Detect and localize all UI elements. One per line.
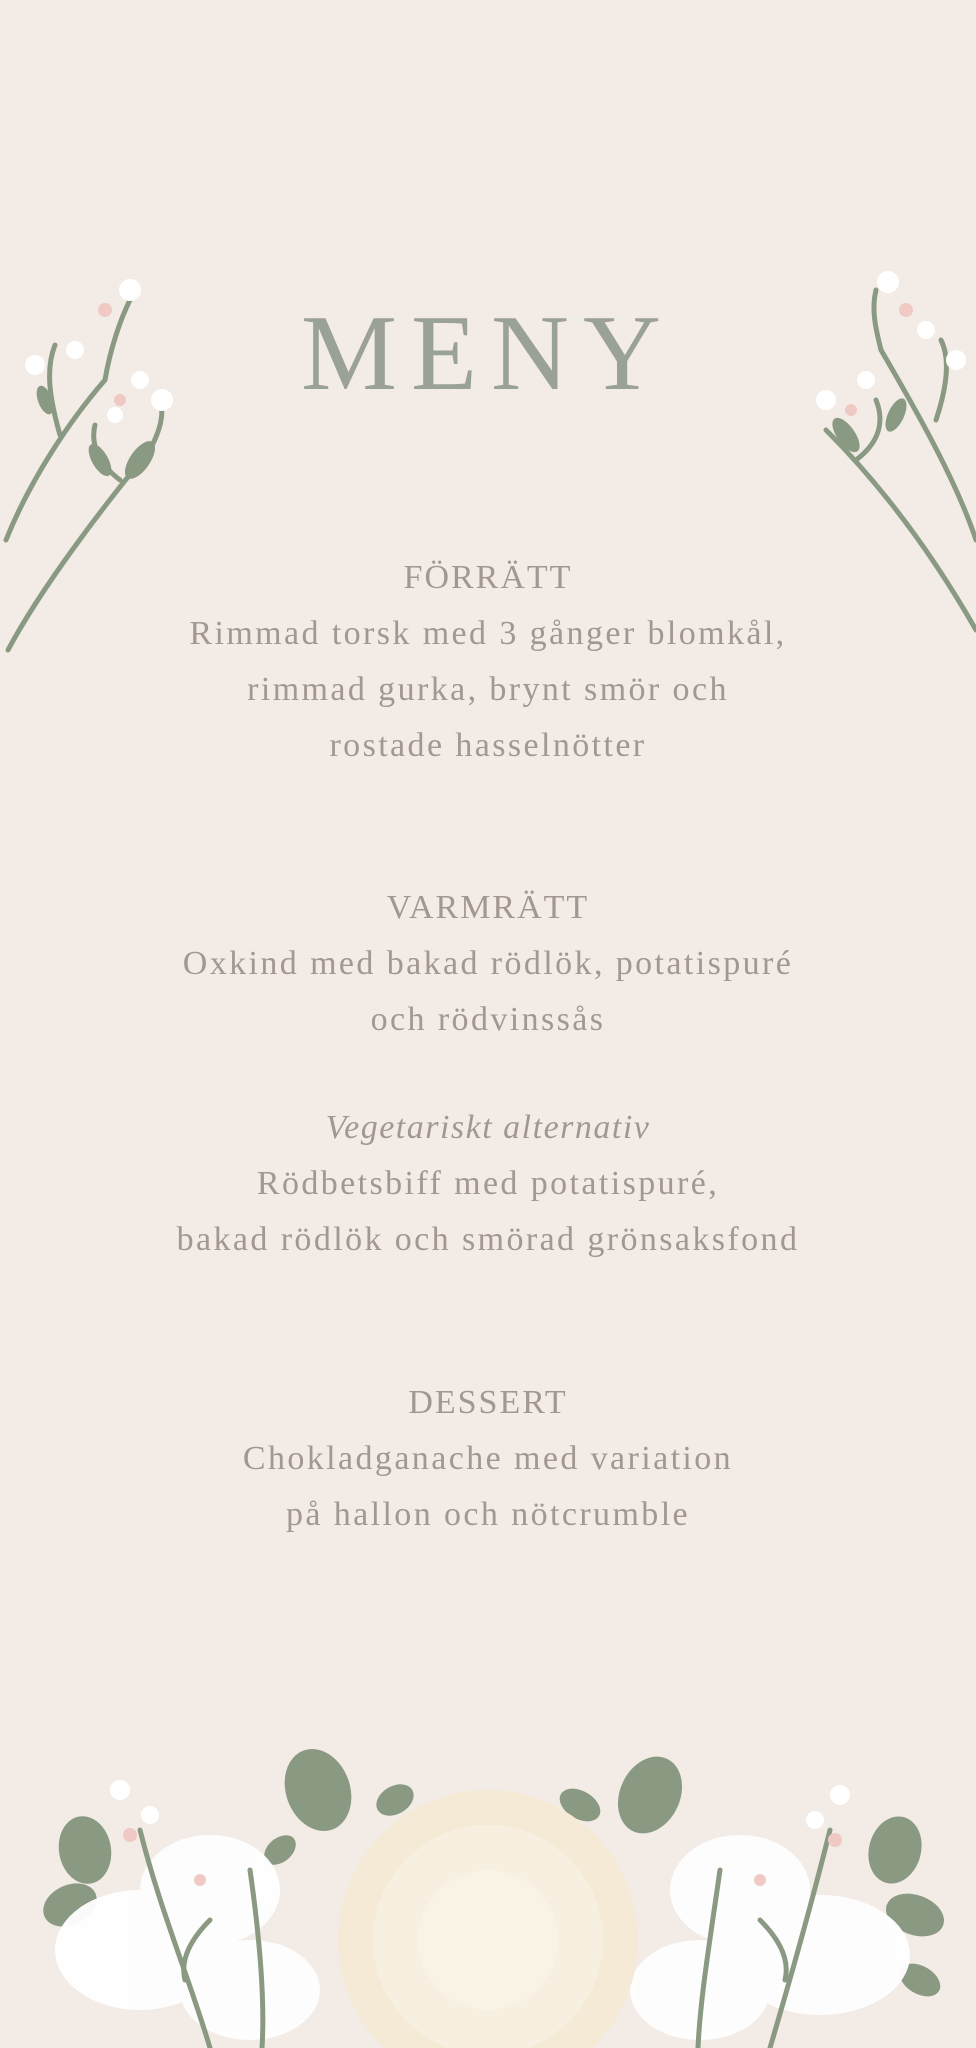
dish-line: på hallon och nötcrumble <box>285 1496 691 1533</box>
dish-line: och rödvinssås <box>370 1001 606 1038</box>
section-heading: DESSERT <box>408 1384 568 1421</box>
dish-line: bakad rödlök och smörad grönsaksfond <box>176 1221 800 1258</box>
dish-line: Chokladganache med variation <box>242 1440 734 1477</box>
dish-line: Oxkind med bakad rödlök, potatispuré <box>182 945 794 982</box>
section-dessert <box>60 1375 916 1543</box>
dish-line: rimmad gurka, brynt smör och <box>247 671 729 708</box>
section-vegetarian <box>60 1100 916 1268</box>
menu-title: MENY <box>301 294 675 413</box>
section-heading: VARMRÄTT <box>386 889 590 926</box>
section-heading: Vegetariskt alternativ <box>325 1109 651 1146</box>
dish-line: Rimmad torsk med 3 gånger blomkål, <box>189 615 787 652</box>
section-heading: FÖRRÄTT <box>403 559 573 596</box>
dish-line: rostade hasselnötter <box>329 727 647 764</box>
section-forratt <box>60 550 916 774</box>
section-varmratt <box>60 880 916 1048</box>
dish-line: Rödbetsbiff med potatispuré, <box>256 1165 720 1202</box>
floral-arrangement-bottom <box>0 1740 976 2048</box>
